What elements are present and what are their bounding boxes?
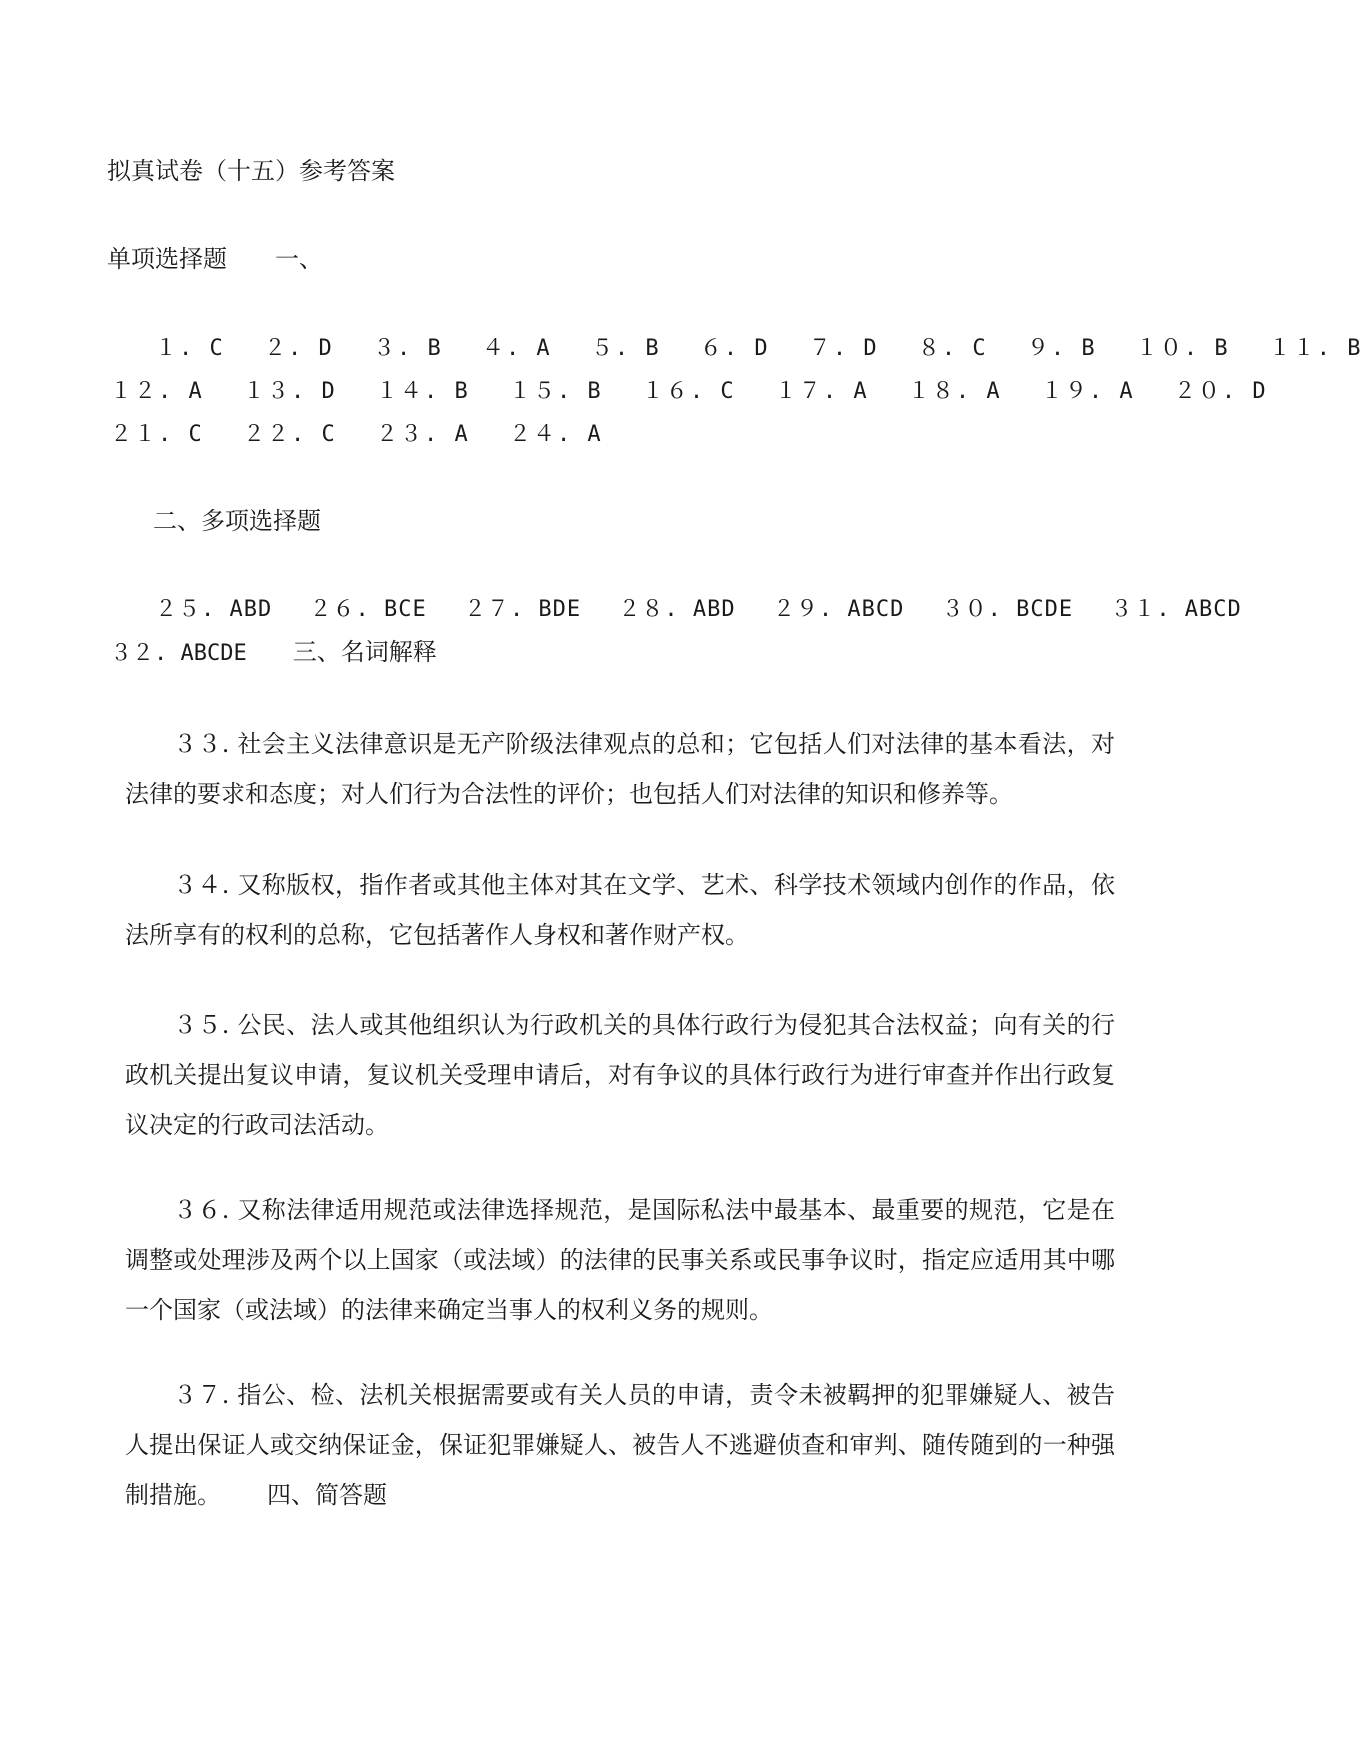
multi-answer-32: ３２. ABCDE <box>110 641 247 666</box>
definition-35: ３５. 公民、法人或其他组织认为行政机关的具体行政行为侵犯其合法权益；向有关的行政机关提出复议申请，复议机关受理申请后，对有争议的具体行政行为进行审查并作出行政复议决定的行政司法活动。 <box>125 1011 1115 1139</box>
section-1-number: 一、 <box>275 245 323 273</box>
mc-answers-row-2: １２. A １３. D １４. B １５. B １６. C １７. A １８. A １９. A ２０. D <box>110 379 1268 404</box>
section-1-heading <box>107 243 323 275</box>
section-4-heading: 四、简答题 <box>267 1481 387 1509</box>
mc-answers-row-1: １. C ２. D ３. B ４. A ５. B ６. D ７. D ８. C ９. B １０. B １１. B <box>155 336 1363 361</box>
definition-37 <box>125 1370 1115 1520</box>
definition-34: ３４. 又称版权，指作者或其他主体对其在文学、艺术、科学技术领域内创作的作品，依法所享有的权利的总称，它包括著作人身权和著作财产权。 <box>125 871 1115 949</box>
section-1-label: 单项选择题 <box>107 245 227 273</box>
definition-37-text: ３７. 指公、检、法机关根据需要或有关人员的申请，责令未被羁押的犯罪嫌疑人、被告人提出保证人或交纳保证金，保证犯罪嫌疑人、被告人不逃避侦查和审判、随传随到的一种强制措施。 <box>125 1381 1115 1509</box>
document-title: 拟真试卷（十五）参考答案 <box>107 157 395 185</box>
mc-answers-row-3: ２１. C ２２. C ２３. A ２４. A <box>110 422 603 447</box>
multi-answers-row-2 <box>110 636 437 670</box>
definition-36: ３６. 又称法律适用规范或法律选择规范，是国际私法中最基本、最重要的规范，它是在调整或处理涉及两个以上国家（或法域）的法律的民事关系或民事争议时，指定应适用其中哪一个国家（或法域）的法律来确定当事人的权利义务的规则。 <box>125 1196 1115 1324</box>
section-2-heading: 二、多项选择题 <box>153 507 321 535</box>
section-3-heading: 三、名词解释 <box>292 638 437 666</box>
multi-answers-row-1: ２５. ABD ２６. BCE ２７. BDE ２８. ABD ２９. ABCD ３０. BCDE ３１. ABCD <box>155 597 1242 622</box>
definition-33: ３３. 社会主义法律意识是无产阶级法律观点的总和；它包括人们对法律的基本看法，对法律的要求和态度；对人们行为合法性的评价；也包括人们对法律的知识和修养等。 <box>125 730 1115 808</box>
